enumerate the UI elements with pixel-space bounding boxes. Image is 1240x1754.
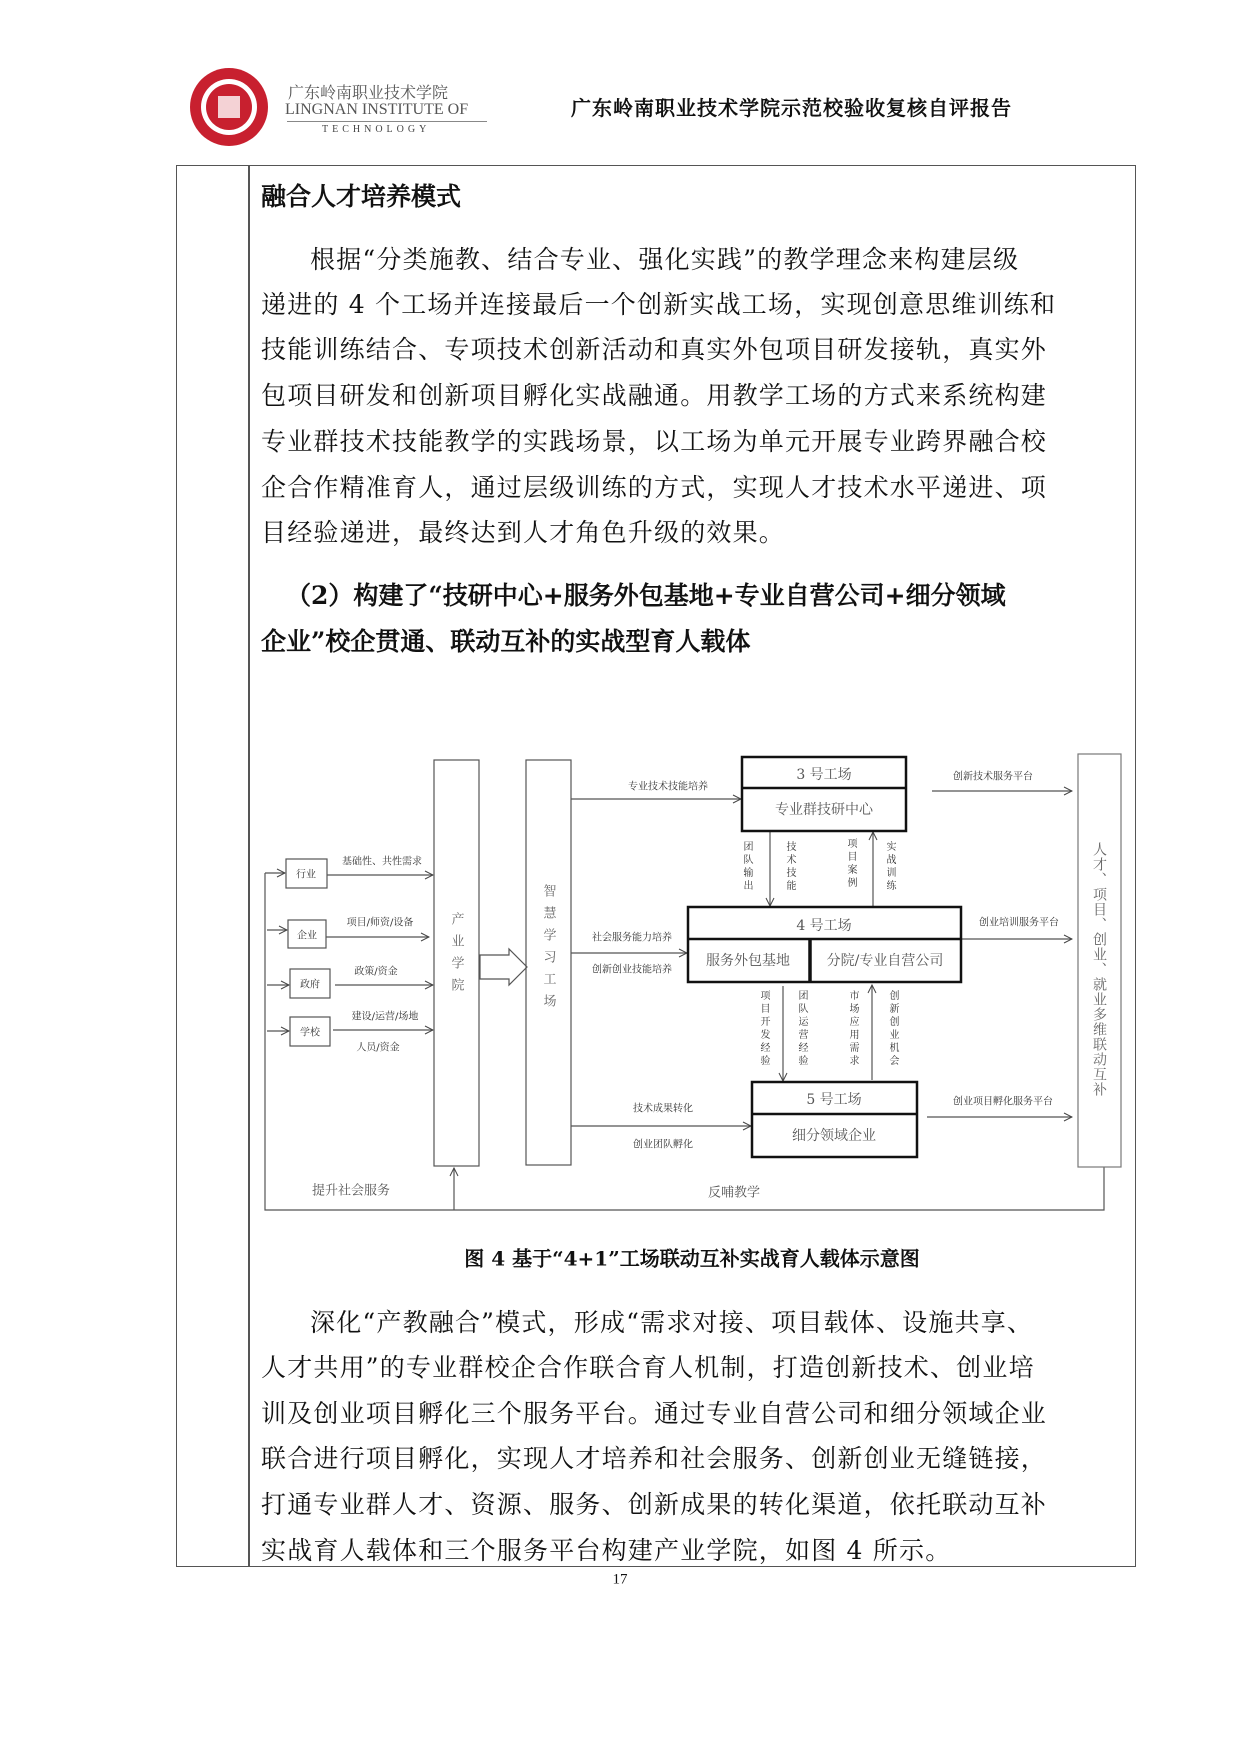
w5-in-label: 创业团队孵化 <box>633 1139 693 1151</box>
input-label: 基础性、共性需求 <box>342 856 422 868</box>
link-label: 项目案例 <box>845 838 856 890</box>
source-industry: 行业 <box>296 869 316 881</box>
para2-line: 人才共用”的专业群校企合作联合育人机制，打造创新技术、创业培 <box>261 1353 1035 1382</box>
hollow-arrow <box>480 949 527 985</box>
w3-in-label: 专业技术技能培养 <box>628 781 708 793</box>
para1-line: 技能训练结合、专项技术创新活动和真实外包项目研发接轨，真实外 <box>261 335 1048 364</box>
para1-line: 递进的 4 个工场并连接最后一个创新实战工场，实现创意思维训练和 <box>261 290 1057 319</box>
link-label: 团队运营经验 <box>796 990 807 1068</box>
loop-left-label: 提升社会服务 <box>311 1183 391 1199</box>
smart-workshop-label: 智慧学习工场 <box>540 884 556 1016</box>
input-label: 人员/资金 <box>356 1042 400 1054</box>
para2-line: 联合进行项目孵化，实现人才培养和社会服务、创新创业无缝链接， <box>261 1444 1048 1473</box>
para1-line: 根据“分类施教、结合专业、强化实践”的教学理念来构建层级 <box>310 245 1020 274</box>
logo-cn-name: 广东岭南职业技术学院 <box>288 83 449 102</box>
outcome-label: 人才、项目、创业、就业多维联动互补 <box>1091 842 1107 1097</box>
para2-line: 深化“产教融合”模式，形成“需求对接、项目载体、设施共享、 <box>310 1308 1034 1337</box>
para1-line: 目经验递进，最终达到人才角色升级的效果。 <box>261 518 786 547</box>
w4-title: 4 号工场 <box>796 918 852 934</box>
section-heading: 融合人才培养模式 <box>261 182 462 211</box>
industry-college-label: 产业学院 <box>448 912 464 1000</box>
w4-out-label: 创业培训服务平台 <box>979 917 1059 929</box>
figure-caption: 图 4 基于“4+1”工场联动互补实战育人载体示意图 <box>464 1246 920 1271</box>
link-label: 市场应用需求 <box>847 990 858 1068</box>
para1-line: 专业群技术技能教学的实践场景，以工场为单元开展专业跨界融合校 <box>261 427 1048 456</box>
loop-right-label: 反哺教学 <box>707 1185 761 1201</box>
para2-line: 训及创业项目孵化三个服务平台。通过专业自营公司和细分领域企业 <box>261 1399 1048 1428</box>
w5-in-label: 技术成果转化 <box>633 1103 693 1115</box>
para2-line: 打通专业群人才、资源、服务、创新成果的转化渠道，依托联动互补 <box>261 1490 1048 1519</box>
report-title: 广东岭南职业技术学院示范校验收复核自评报告 <box>571 96 1012 120</box>
w3-title: 3 号工场 <box>796 767 852 783</box>
source-school: 学校 <box>300 1027 320 1039</box>
link-label: 项目开发经验 <box>758 990 769 1068</box>
subsection-heading: （2）构建了“技研中心+服务外包基地+专业自营公司+细分领域 <box>286 581 1006 610</box>
input-label: 建设/运营/场地 <box>351 1011 419 1023</box>
link-label: 技术技能 <box>784 841 795 893</box>
source-enterprise: 企业 <box>297 930 317 942</box>
w3-out-label: 创新技术服务平台 <box>953 771 1033 783</box>
logo-en-name: LINGNAN INSTITUTE OF <box>285 101 469 118</box>
source-government: 政府 <box>300 979 320 991</box>
link-label: 创新创业机会 <box>887 990 898 1068</box>
w5-out-label: 创业项目孵化服务平台 <box>953 1096 1053 1108</box>
w4-left: 服务外包基地 <box>706 953 790 969</box>
para1-line: 包项目研发和创新项目孵化实战融通。用教学工场的方式来系统构建 <box>261 381 1048 410</box>
w4-in-label: 社会服务能力培养 <box>592 932 672 944</box>
input-label: 政策/资金 <box>354 966 398 978</box>
input-label: 项目/师资/设备 <box>346 917 414 929</box>
link-label: 团队输出 <box>741 841 752 893</box>
link-label: 实战训练 <box>884 841 895 893</box>
w4-right: 分院/专业自营公司 <box>826 953 944 969</box>
w5-body: 细分领域企业 <box>792 1128 876 1144</box>
page-number: 17 <box>612 1571 628 1588</box>
subsection-heading: 企业”校企贯通、联动互补的实战型育人载体 <box>261 627 751 656</box>
w3-body: 专业群技研中心 <box>775 802 873 818</box>
para2-line: 实战育人载体和三个服务平台构建产业学院，如图 4 所示。 <box>261 1536 952 1565</box>
logo-en-sub: TECHNOLOGY <box>322 124 431 135</box>
w5-title: 5 号工场 <box>806 1092 862 1108</box>
para1-line: 企合作精准育人，通过层级训练的方式，实现人才技术水平递进、项 <box>261 473 1048 502</box>
w4-in-label: 创新创业技能培养 <box>592 964 672 976</box>
